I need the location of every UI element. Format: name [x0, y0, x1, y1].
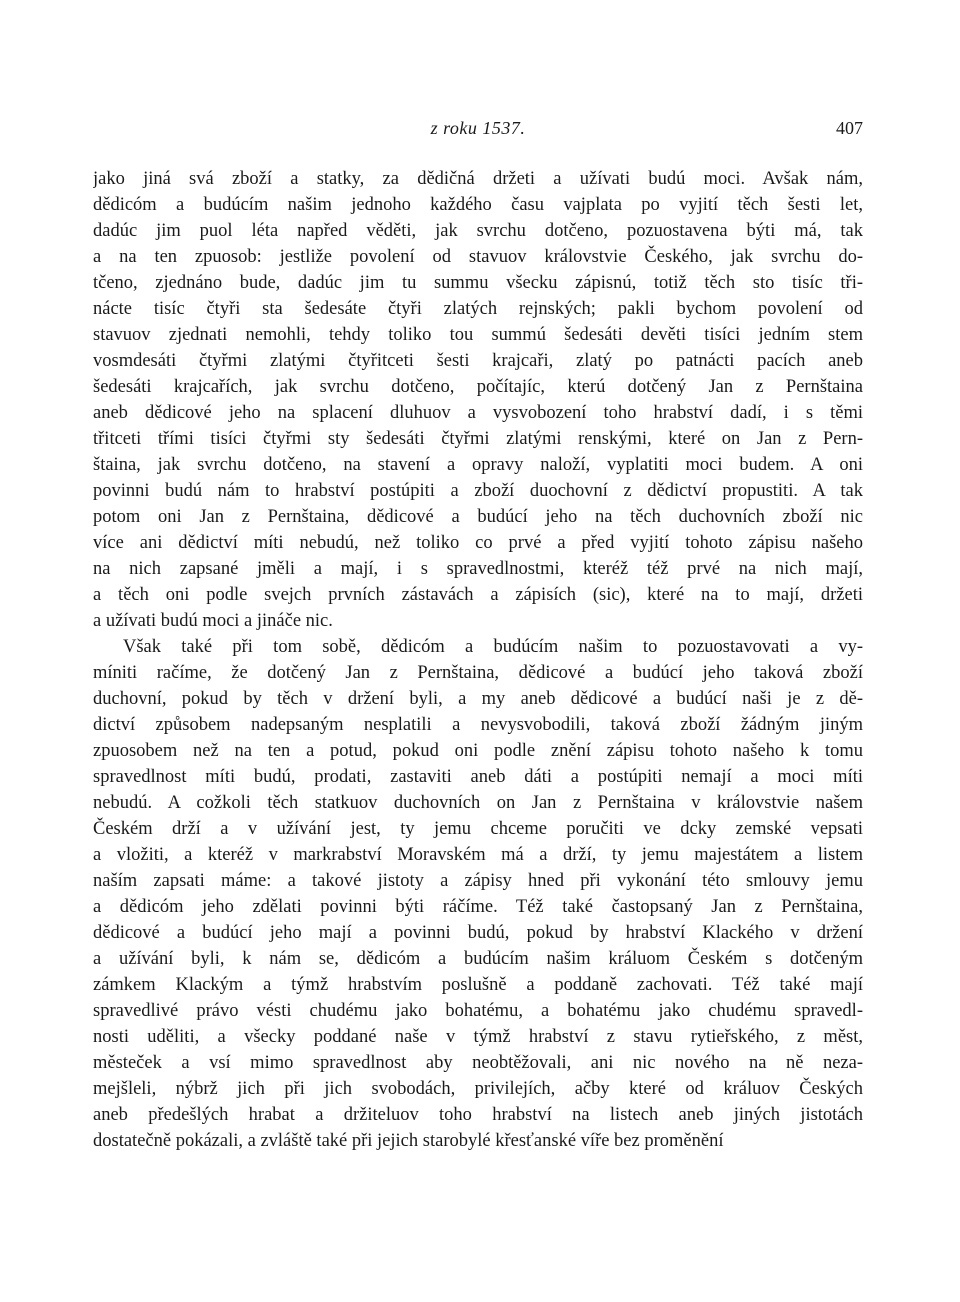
text-line: tčeno, zjednáno bude, dadúc jim tu summu všecku zápisnú, totiž těch sto tisíc tři- — [93, 273, 863, 293]
text-line: dostatečně pokázali, a zvláště také při jejich starobylé křesťanské víře bez proměnění — [93, 1131, 724, 1151]
text-line: naším zapsati máme: a takové jistoty a zápisy hned při vykonání této smlouvy jemu — [93, 871, 863, 891]
text-line: zpuosobem než na ten a potud, pokud oni podle znění zápisu tohoto našeho k tomu — [93, 741, 863, 761]
text-line: městeček a vsí mimo spravedlnost aby neobtěžovali, ani nic nového na ně neza- — [93, 1053, 863, 1073]
paragraph — [93, 166, 863, 634]
text-line: vosmdesáti čtyřmi zlatými čtyřitceti šesti krajcaři, zlatý po patnácti pacích aneb — [93, 351, 863, 371]
text-line: více ani dědictví míti nebudú, než toliko co prvé a před vyjití tohoto zápisu našeho — [93, 533, 863, 553]
text-line: a vložiti, a kteréž v markrabství Moravském má a drží, ty jemu majestátem a listem — [93, 845, 863, 865]
text-line: dadúc jim puol léta napřed věděti, jak svrchu dotčeno, pozuostavena býti má, tak — [93, 221, 863, 241]
text-line: potom oni Jan z Pernštaina, dědicové a budúcí jeho na těch duchovních zboží nic — [93, 507, 863, 527]
text-line: duchovní, pokud by těch v držení byli, a my aneb dědicové a budúcí naši je z dě- — [93, 689, 863, 709]
text-line: zámkem Klackým a týmž hrabstvím poslušně a poddaně zachovati. Též také mají — [93, 975, 863, 995]
text-line: nácte tisíc čtyři sta šedesáte čtyři zlatých rejnských; pakli bychom povolení od — [93, 299, 863, 319]
paragraph — [93, 634, 863, 1154]
body-text — [93, 166, 863, 1154]
text-line: dictví způsobem nadepsaným nesplatili a nevysvobodili, taková zboží žádným jiným — [93, 715, 863, 735]
text-line: míniti račíme, že dotčený Jan z Pernštaina, dědicové a budúcí jeho taková zboží — [93, 663, 863, 683]
text-line: Však také při tom sobě, dědicóm a budúcím našim to pozuostavovati a vy- — [123, 637, 863, 657]
text-line: na nich zapsané jměli a mají, i s spravedlnostmi, kteréž též prvé na nich mají, — [93, 559, 863, 579]
text-line: spravedlnost míti budú, prodati, zastaviti aneb dáti a postúpiti nemají a moci míti — [93, 767, 863, 787]
text-line: a užívati budú moci a jináče nic. — [93, 611, 333, 631]
text-line: Českém drží a v užívání jest, ty jemu chceme poručiti ve dcky zemské vepsati — [93, 819, 863, 839]
page-header — [93, 118, 863, 146]
text-line: spravedlivé právo vésti chudému jako bohatému, a bohatému jako chudému spravedl- — [93, 1001, 863, 1021]
page-number: 407 — [836, 118, 863, 138]
text-line: nosti uděliti, a všecky poddané naše v týmž hrabství z stavu rytieřského, z měst, — [93, 1027, 863, 1047]
text-line: dědicové a budúcí jeho mají a povinni budú, pokud by hrabství Klackého v držení — [93, 923, 863, 943]
text-line: třitceti třími tisíci čtyřmi sty šedesáti čtyřmi zlatými renskými, které on Jan z Pern- — [93, 429, 863, 449]
text-line: šedesáti krajcařích, jak svrchu dotčeno, počítajíc, kterú dotčený Jan z Pernštaina — [93, 377, 863, 397]
text-line: a na ten zpuosob: jestliže povolení od stavuov královstvie Českého, jak svrchu do- — [93, 247, 863, 267]
text-line: dědicóm a budúcím našim jednoho každého času vajplata po vyjití těch šesti let, — [93, 195, 863, 215]
text-line: povinni budú nám to hrabství postúpiti a zboží duochovní z dědictví propustiti. A tak — [93, 481, 863, 501]
text-line: a dědicóm jeho zdělati povinni býti ráčíme. Též také častopsaný Jan z Pernštaina, — [93, 897, 863, 917]
text-line: jako jiná svá zboží a statky, za dědičná držeti a užívati budú moci. Avšak nám, — [93, 169, 863, 189]
text-line: nebudú. A cožkoli těch statkuov duchovních on Jan z Pernštaina v královstvie našem — [93, 793, 863, 813]
text-line: a užívání byli, k nám se, dědicóm a budúcím našim králuom Českém s dotčeným — [93, 949, 863, 969]
text-line: mejšleli, nýbrž jich při jich svobodách, privilejích, ačby které od králuov Českých — [93, 1079, 863, 1099]
text-line: aneb předešlých hrabat a držiteluov toho hrabství na listech aneb jiných jistotách — [93, 1105, 863, 1125]
text-line: aneb dědicové jeho na splacení dluhuov a vysvobození toho hrabství dadí, i s těmi — [93, 403, 863, 423]
text-line: a těch oni podle svejch prvních zástavách a zápisích (sic), které na to mají, držeti — [93, 585, 863, 605]
running-title: z roku 1537. — [430, 118, 526, 138]
text-line: stavuov zjednati nemohli, tehdy toliko tou summú šedesáti devěti tisíci jedním stem — [93, 325, 863, 345]
text-line: štaina, jak svrchu dotčeno, na stavení a opravy naloží, vyplatiti moci budem. A oni — [93, 455, 863, 475]
